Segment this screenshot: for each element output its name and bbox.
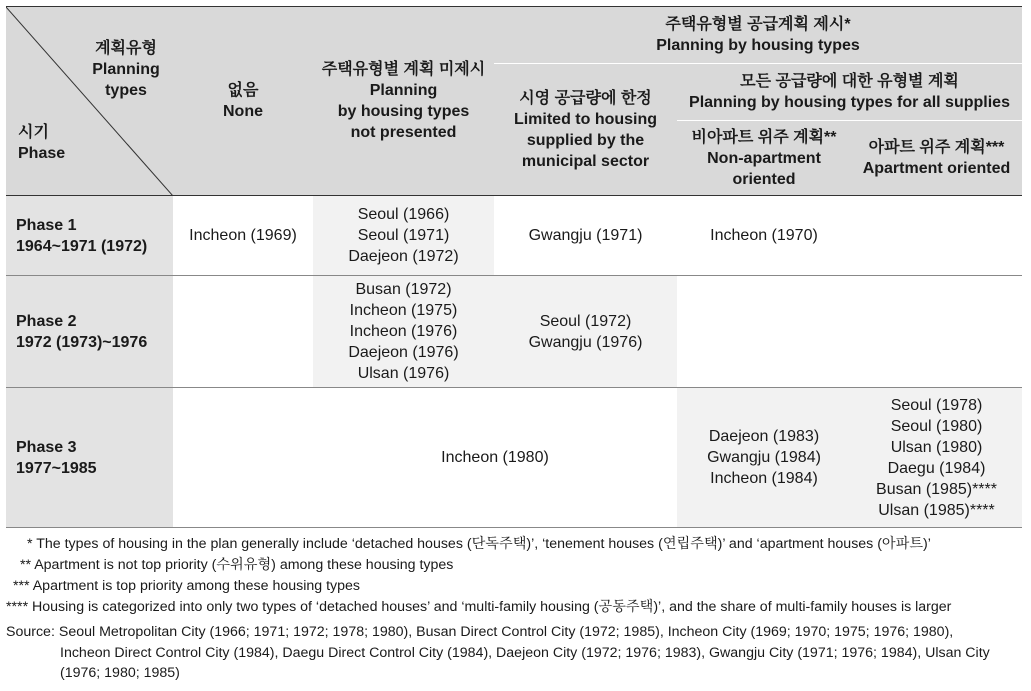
phase-2-apartment bbox=[851, 276, 1022, 388]
header-non-apartment-en1: Non-apartment bbox=[707, 149, 821, 167]
list-item: Ulsan (1976) bbox=[357, 365, 450, 382]
footnote-3: *** Apartment is top priority among these housing types bbox=[13, 578, 360, 594]
phase-1-period: 1964~1971 (1972) bbox=[16, 237, 148, 255]
phase-2-name: Phase 2 bbox=[16, 312, 77, 330]
list-item: Busan (1985)**** bbox=[876, 480, 997, 498]
phase-2-label bbox=[6, 276, 173, 388]
list-item: Incheon (1976) bbox=[349, 323, 458, 340]
list-item: Ulsan (1985)**** bbox=[878, 501, 995, 519]
header-not-presented-en3: not presented bbox=[350, 124, 457, 141]
header-planning-types-kr: 계획유형 bbox=[95, 40, 157, 57]
list-item: Ulsan (1980) bbox=[890, 438, 983, 456]
source-line-3: (1976; 1980; 1985) bbox=[60, 665, 180, 681]
header-phase bbox=[18, 122, 65, 164]
phase-3-name: Phase 3 bbox=[16, 438, 77, 456]
source-line-1: Seoul Metropolitan City (1966; 1971; 1972; 1978; 1980), Busan Direct Control City (1972; 1985), Incheon City (1969; 1970; 1975; 1976; 1980), bbox=[58, 624, 954, 640]
list-item: Seoul (1972) bbox=[539, 312, 632, 330]
phase-3-apartment bbox=[851, 388, 1022, 528]
table-row bbox=[6, 276, 1022, 388]
phase-1-not-presented bbox=[313, 196, 494, 276]
list-item: Daegu (1984) bbox=[887, 459, 986, 477]
phase-2-non-apartment bbox=[677, 276, 851, 388]
phase-1-non-apartment bbox=[677, 196, 851, 276]
header-presented-kr: 주택유형별 공급계획 제시* bbox=[665, 16, 851, 33]
list-item: Incheon (1975) bbox=[349, 302, 458, 319]
header-planning-types bbox=[66, 38, 186, 101]
diagonal-line bbox=[6, 7, 173, 196]
phase-3-period: 1977~1985 bbox=[16, 459, 97, 477]
phase-3-label bbox=[6, 388, 173, 528]
source-label: Source: bbox=[6, 624, 55, 640]
header-municipal bbox=[494, 64, 677, 196]
list-item: Daejeon (1983) bbox=[708, 428, 820, 445]
header-municipal-en3: municipal sector bbox=[521, 152, 650, 170]
table-row bbox=[6, 388, 1022, 528]
phase-1-none bbox=[173, 196, 313, 276]
list-item: Seoul (1966) bbox=[357, 206, 450, 223]
header-non-apartment-en2: oriented bbox=[732, 170, 796, 188]
phase-2-period: 1972 (1973)~1976 bbox=[16, 333, 148, 351]
footnote-1: * The types of housing in the plan generally include ‘detached houses (단독주택)’, ‘tenement houses (연립주택)’ and ‘apartment houses (아파트)’ bbox=[27, 536, 931, 552]
header-all-supplies-kr: 모든 공급량에 대한 유형별 계획 bbox=[740, 73, 959, 90]
phase-1-label bbox=[6, 196, 173, 276]
header-municipal-en2: supplied by the bbox=[526, 131, 645, 149]
footnote-4: **** Housing is categorized into only two types of ‘detached houses’ and ‘multi-family housing (공동주택)’, and the share of multi-family houses is larger bbox=[6, 599, 952, 615]
table-row bbox=[6, 196, 1022, 276]
list-item: Incheon (1969) bbox=[189, 227, 297, 244]
header-municipal-kr: 시영 공급량에 한정 bbox=[519, 89, 652, 107]
header-phase-en: Phase bbox=[18, 145, 66, 162]
phase-2-municipal bbox=[494, 276, 677, 388]
header-all-supplies bbox=[677, 64, 1022, 121]
phase-3-not-presented bbox=[173, 388, 677, 528]
header-non-apartment bbox=[677, 121, 851, 196]
header-municipal-en1: Limited to housing bbox=[513, 110, 658, 128]
header-apartment-en: Apartment oriented bbox=[862, 160, 1011, 177]
footnote-2: ** Apartment is not top priority (수위유형) among these housing types bbox=[20, 557, 454, 573]
source-note bbox=[6, 622, 1026, 684]
header-none bbox=[173, 7, 313, 196]
list-item: Seoul (1971) bbox=[357, 227, 450, 244]
header-planning-types-en2: types bbox=[105, 82, 147, 99]
header-non-apartment-kr: 비아파트 위주 계획** bbox=[691, 128, 837, 146]
list-item: Incheon (1970) bbox=[710, 227, 818, 244]
phase-3-non-apartment bbox=[677, 388, 851, 528]
phase-2-not-presented bbox=[313, 276, 494, 388]
header-all-supplies-en: Planning by housing types for all supplies bbox=[689, 94, 1010, 111]
phase-1-apartment bbox=[851, 196, 1022, 276]
phase-2-none bbox=[173, 276, 313, 388]
list-item: Gwangju (1971) bbox=[528, 227, 643, 244]
list-item: Incheon (1980) bbox=[441, 449, 549, 466]
list-item: Seoul (1978) bbox=[890, 396, 983, 414]
list-item: Gwangju (1984) bbox=[707, 449, 821, 466]
phase-1-name: Phase 1 bbox=[16, 216, 77, 234]
header-not-presented bbox=[313, 7, 494, 196]
header-apartment-kr: 아파트 위주 계획*** bbox=[868, 139, 1005, 156]
header-none-en: None bbox=[223, 103, 263, 120]
source-line-2: Incheon Direct Control City (1984), Daegu Direct Control City (1984), Daejeon City (1972; 1976; 1983), Gwangju City (1971; 1976; 1984), Ulsan City bbox=[60, 644, 990, 661]
phase-1-municipal bbox=[494, 196, 677, 276]
housing-plan-table bbox=[6, 6, 1022, 528]
list-item: Seoul (1980) bbox=[890, 417, 983, 435]
header-not-presented-kr: 주택유형별 계획 미제시 bbox=[321, 61, 486, 78]
list-item: Gwangju (1976) bbox=[528, 333, 643, 351]
header-phase-kr: 시기 bbox=[18, 124, 49, 141]
header-presented bbox=[494, 7, 1022, 64]
list-item: Incheon (1984) bbox=[710, 470, 818, 487]
list-item: Daejeon (1976) bbox=[348, 344, 459, 361]
header-planning-types-en1: Planning bbox=[92, 61, 160, 78]
header-diagonal-cell bbox=[6, 7, 173, 196]
list-item: Daejeon (1972) bbox=[348, 248, 459, 265]
header-not-presented-en1: Planning bbox=[369, 82, 438, 99]
header-none-kr: 없음 bbox=[227, 82, 259, 99]
header-apartment bbox=[851, 121, 1022, 196]
header-presented-en: Planning by housing types bbox=[656, 37, 860, 54]
header-not-presented-en2: by housing types bbox=[337, 103, 470, 120]
list-item: Busan (1972) bbox=[355, 281, 452, 298]
